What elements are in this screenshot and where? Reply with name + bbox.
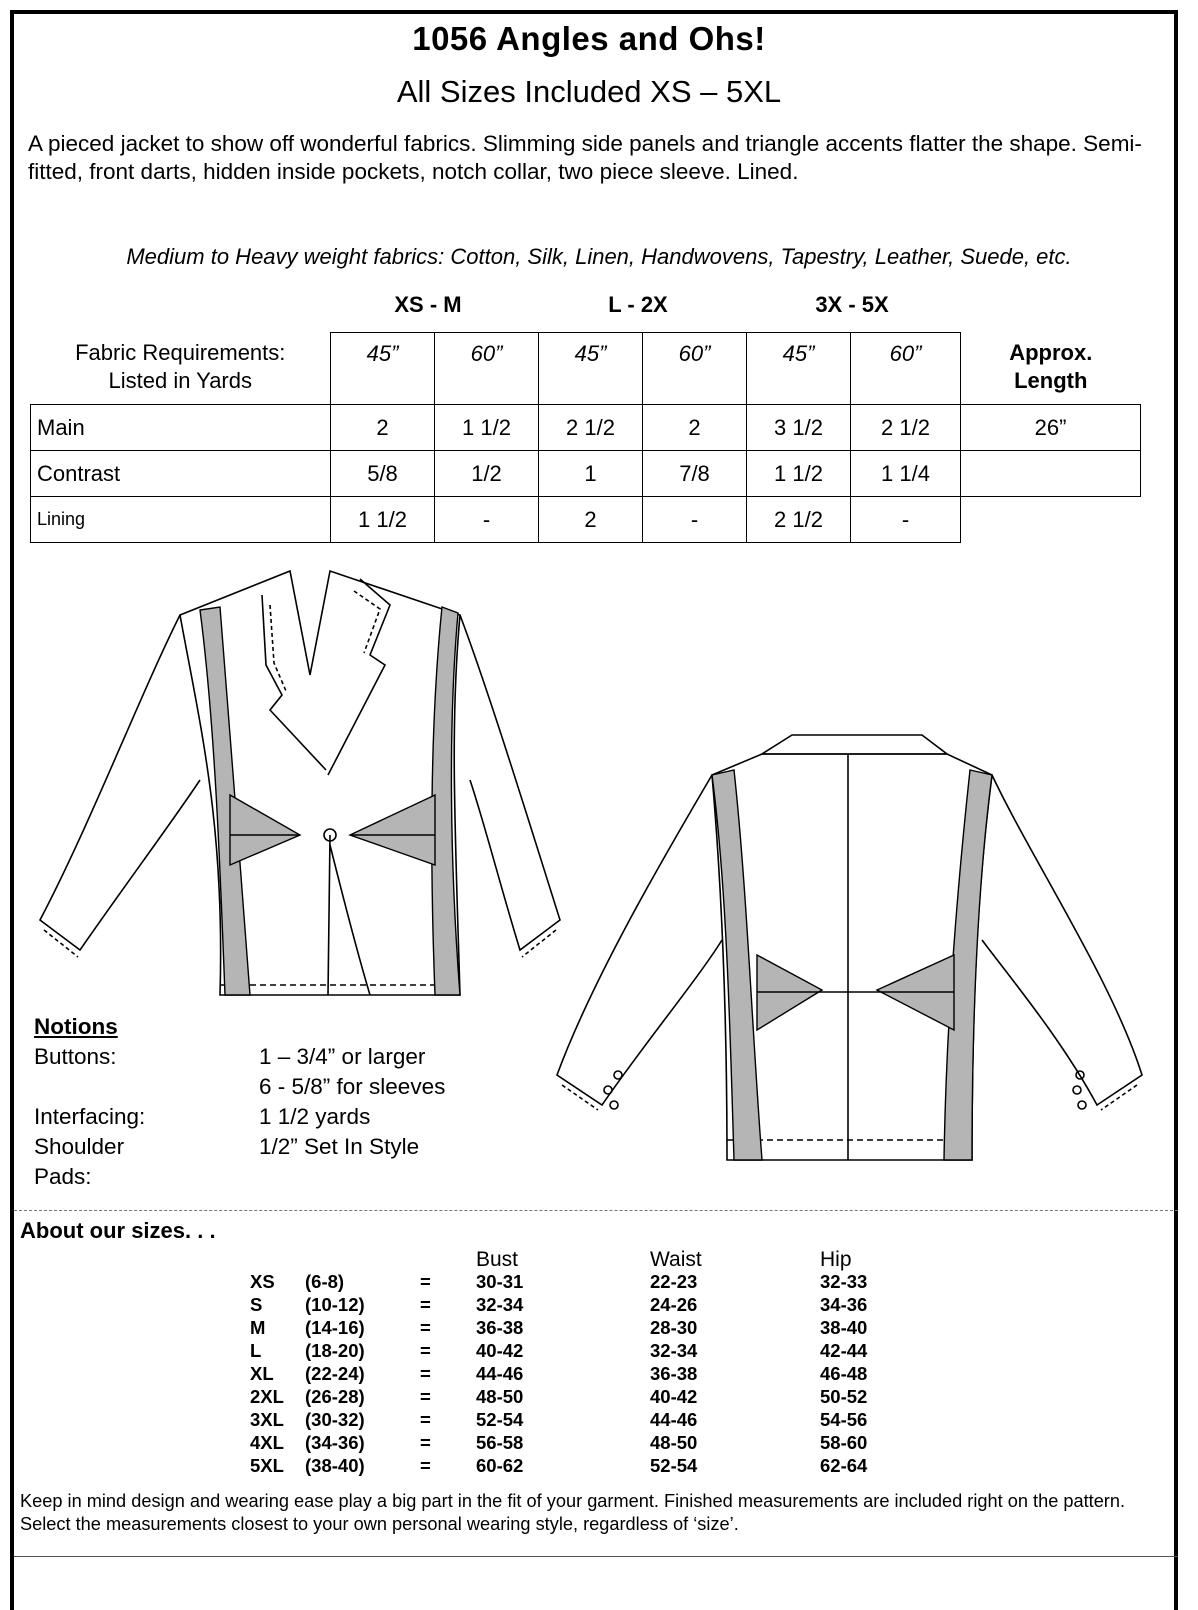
notion-label: Shoulder Pads: xyxy=(34,1134,125,1189)
size-hip: 58-60 xyxy=(820,1432,868,1453)
right-back-sleeve xyxy=(982,775,1142,1105)
size-waist: 36-38 xyxy=(650,1363,698,1384)
notion-value: 1/2” Set In Style xyxy=(259,1134,420,1159)
table-cell: 1 1/2 xyxy=(747,451,851,497)
table-cell: - xyxy=(643,497,747,543)
size-waist: 28-30 xyxy=(650,1317,698,1338)
notion-row xyxy=(34,1132,420,1189)
size-bust: 44-46 xyxy=(476,1363,524,1384)
jacket-back-illustration xyxy=(552,730,1152,1170)
column-header: Hip xyxy=(820,1248,852,1271)
notion-value: 1 1/2 yards xyxy=(259,1104,371,1129)
fabric-suggestions: Medium to Heavy weight fabrics: Cotton, Silk, Linen, Handwovens, Tapestry, Leather, Suede, etc. xyxy=(126,244,1072,269)
table-row xyxy=(31,405,1141,451)
left-sleeve xyxy=(40,615,200,950)
notion-row xyxy=(34,1102,371,1132)
size-waist: 22-23 xyxy=(650,1271,698,1292)
size-eq: = xyxy=(420,1455,431,1476)
size-eq: = xyxy=(420,1294,431,1315)
column-header: Waist xyxy=(650,1248,702,1271)
right-sleeve xyxy=(460,615,560,950)
size-waist: 32-34 xyxy=(650,1340,698,1361)
size-bust: 36-38 xyxy=(476,1317,524,1338)
size-range: (22-24) xyxy=(305,1363,365,1384)
table-cell: 2 1/2 xyxy=(539,405,643,451)
notions-heading: Notions xyxy=(34,1014,118,1039)
size-bust: 56-58 xyxy=(476,1432,524,1453)
table-cell: 2 xyxy=(539,497,643,543)
size-size: 4XL xyxy=(250,1432,284,1453)
right-lapel xyxy=(328,579,390,775)
size-hip: 50-52 xyxy=(820,1386,868,1407)
table-row xyxy=(31,451,1141,497)
size-group-3x-5x: 3X - 5X xyxy=(815,292,889,317)
size-hip: 46-48 xyxy=(820,1363,868,1384)
size-range: (30-32) xyxy=(305,1409,365,1430)
size-hip: 38-40 xyxy=(820,1317,868,1338)
notion-value: 6 - 5/8” for sleeves xyxy=(259,1074,446,1099)
left-back-panel xyxy=(712,770,762,1160)
size-size: 2XL xyxy=(250,1386,284,1407)
width-header: 45” xyxy=(331,333,435,405)
width-header: 45” xyxy=(539,333,643,405)
left-side-panel xyxy=(200,607,250,995)
size-eq: = xyxy=(420,1386,431,1407)
row-name: Lining xyxy=(31,497,331,543)
size-bust: 40-42 xyxy=(476,1340,524,1361)
size-range: (6-8) xyxy=(305,1271,345,1292)
width-header: 60” xyxy=(435,333,539,405)
notion-row xyxy=(34,1042,426,1072)
size-range: (26-28) xyxy=(305,1386,365,1407)
length-header-line2: Length xyxy=(1014,367,1088,393)
size-size: XL xyxy=(250,1363,274,1384)
size-group-xs-m: XS - M xyxy=(394,292,462,317)
table-cell: 2 xyxy=(643,405,747,451)
section-divider xyxy=(14,1210,1178,1211)
pattern-title: 1056 Angles and Ohs! xyxy=(412,20,766,57)
pattern-subtitle: All Sizes Included XS – 5XL xyxy=(396,74,782,109)
table-cell: 1/2 xyxy=(435,451,539,497)
table-cell: 2 1/2 xyxy=(747,497,851,543)
length-cell: 26” xyxy=(961,405,1141,451)
size-bust: 30-31 xyxy=(476,1271,524,1292)
notion-row xyxy=(34,1072,446,1102)
table-header-row xyxy=(31,333,1141,405)
size-range: (10-12) xyxy=(305,1294,365,1315)
requirements-label-line2: Listed in Yards xyxy=(108,367,252,393)
size-eq: = xyxy=(420,1409,431,1430)
size-eq: = xyxy=(420,1271,431,1292)
notion-label: Buttons: xyxy=(34,1044,117,1069)
left-triangle-accent xyxy=(230,795,300,865)
table-cell: 1 1/4 xyxy=(851,451,961,497)
jacket-front-illustration xyxy=(30,565,570,1005)
width-header: 60” xyxy=(851,333,961,405)
table-cell: 7/8 xyxy=(643,451,747,497)
size-waist: 40-42 xyxy=(650,1386,698,1407)
left-back-sleeve xyxy=(557,775,722,1105)
pattern-description: A pieced jacket to show off wonderful fabrics. Slimming side panels and triangle accents flatter the shape. Semi-fitted, front darts, hidden inside pockets, notch collar, two piece sleeve. Lined. xyxy=(28,131,1142,184)
size-eq: = xyxy=(420,1340,431,1361)
size-hip: 62-64 xyxy=(820,1455,868,1476)
table-cell: 2 1/2 xyxy=(851,405,961,451)
size-hip: 42-44 xyxy=(820,1340,868,1361)
requirements-label-line1: Fabric Requirements: xyxy=(75,339,286,365)
table-cell: 2 xyxy=(331,405,435,451)
sizing-note: Keep in mind design and wearing ease play a big part in the fit of your garment. Finished measurements are included right on the pattern. Select the measurements closest to your own personal wearing style, regardless of ‘size’. xyxy=(20,1491,1126,1534)
size-bust: 60-62 xyxy=(476,1455,524,1476)
size-bust: 32-34 xyxy=(476,1294,524,1315)
size-range: (38-40) xyxy=(305,1455,365,1476)
size-eq: = xyxy=(420,1363,431,1384)
size-hip: 54-56 xyxy=(820,1409,868,1430)
size-waist: 52-54 xyxy=(650,1455,698,1476)
size-size: 5XL xyxy=(250,1455,284,1476)
sizes-heading: About our sizes. . . xyxy=(20,1218,216,1243)
size-size: L xyxy=(250,1340,262,1361)
row-name: Contrast xyxy=(31,451,331,497)
table-cell: 1 1/2 xyxy=(331,497,435,543)
notion-label: Interfacing: xyxy=(34,1104,146,1129)
size-range: (18-20) xyxy=(305,1340,365,1361)
width-header: 45” xyxy=(747,333,851,405)
bottom-divider xyxy=(14,1556,1178,1557)
right-triangle-accent xyxy=(350,795,435,865)
requirements-label xyxy=(31,333,331,405)
size-waist: 44-46 xyxy=(650,1409,698,1430)
column-header: Bust xyxy=(476,1248,519,1271)
size-eq: = xyxy=(420,1432,431,1453)
table-cell: - xyxy=(851,497,961,543)
size-size: M xyxy=(250,1317,266,1338)
size-range: (34-36) xyxy=(305,1432,365,1453)
table-cell: - xyxy=(435,497,539,543)
table-cell: 1 xyxy=(539,451,643,497)
size-waist: 48-50 xyxy=(650,1432,698,1453)
notion-value: 1 – 3/4” or larger xyxy=(259,1044,426,1069)
table-cell: 5/8 xyxy=(331,451,435,497)
length-header xyxy=(961,333,1141,405)
size-hip: 32-33 xyxy=(820,1271,868,1292)
table-cell: 3 1/2 xyxy=(747,405,851,451)
size-waist: 24-26 xyxy=(650,1294,698,1315)
size-size: S xyxy=(250,1294,263,1315)
row-name: Main xyxy=(31,405,331,451)
size-eq: = xyxy=(420,1317,431,1338)
size-size: 3XL xyxy=(250,1409,284,1430)
fabric-requirements-table xyxy=(30,332,1141,543)
size-group-l-2x: L - 2X xyxy=(608,292,668,317)
size-bust: 48-50 xyxy=(476,1386,524,1407)
empty-cell xyxy=(961,497,1141,543)
size-range: (14-16) xyxy=(305,1317,365,1338)
table-cell: 1 1/2 xyxy=(435,405,539,451)
back-collar xyxy=(762,735,947,754)
length-header-line1: Approx. xyxy=(1009,339,1093,365)
table-row xyxy=(31,497,1141,543)
size-hip: 34-36 xyxy=(820,1294,868,1315)
size-bust: 52-54 xyxy=(476,1409,524,1430)
width-header: 60” xyxy=(643,333,747,405)
notions-section xyxy=(34,1012,446,1189)
empty-cell xyxy=(961,451,1141,497)
size-size: XS xyxy=(250,1271,275,1292)
